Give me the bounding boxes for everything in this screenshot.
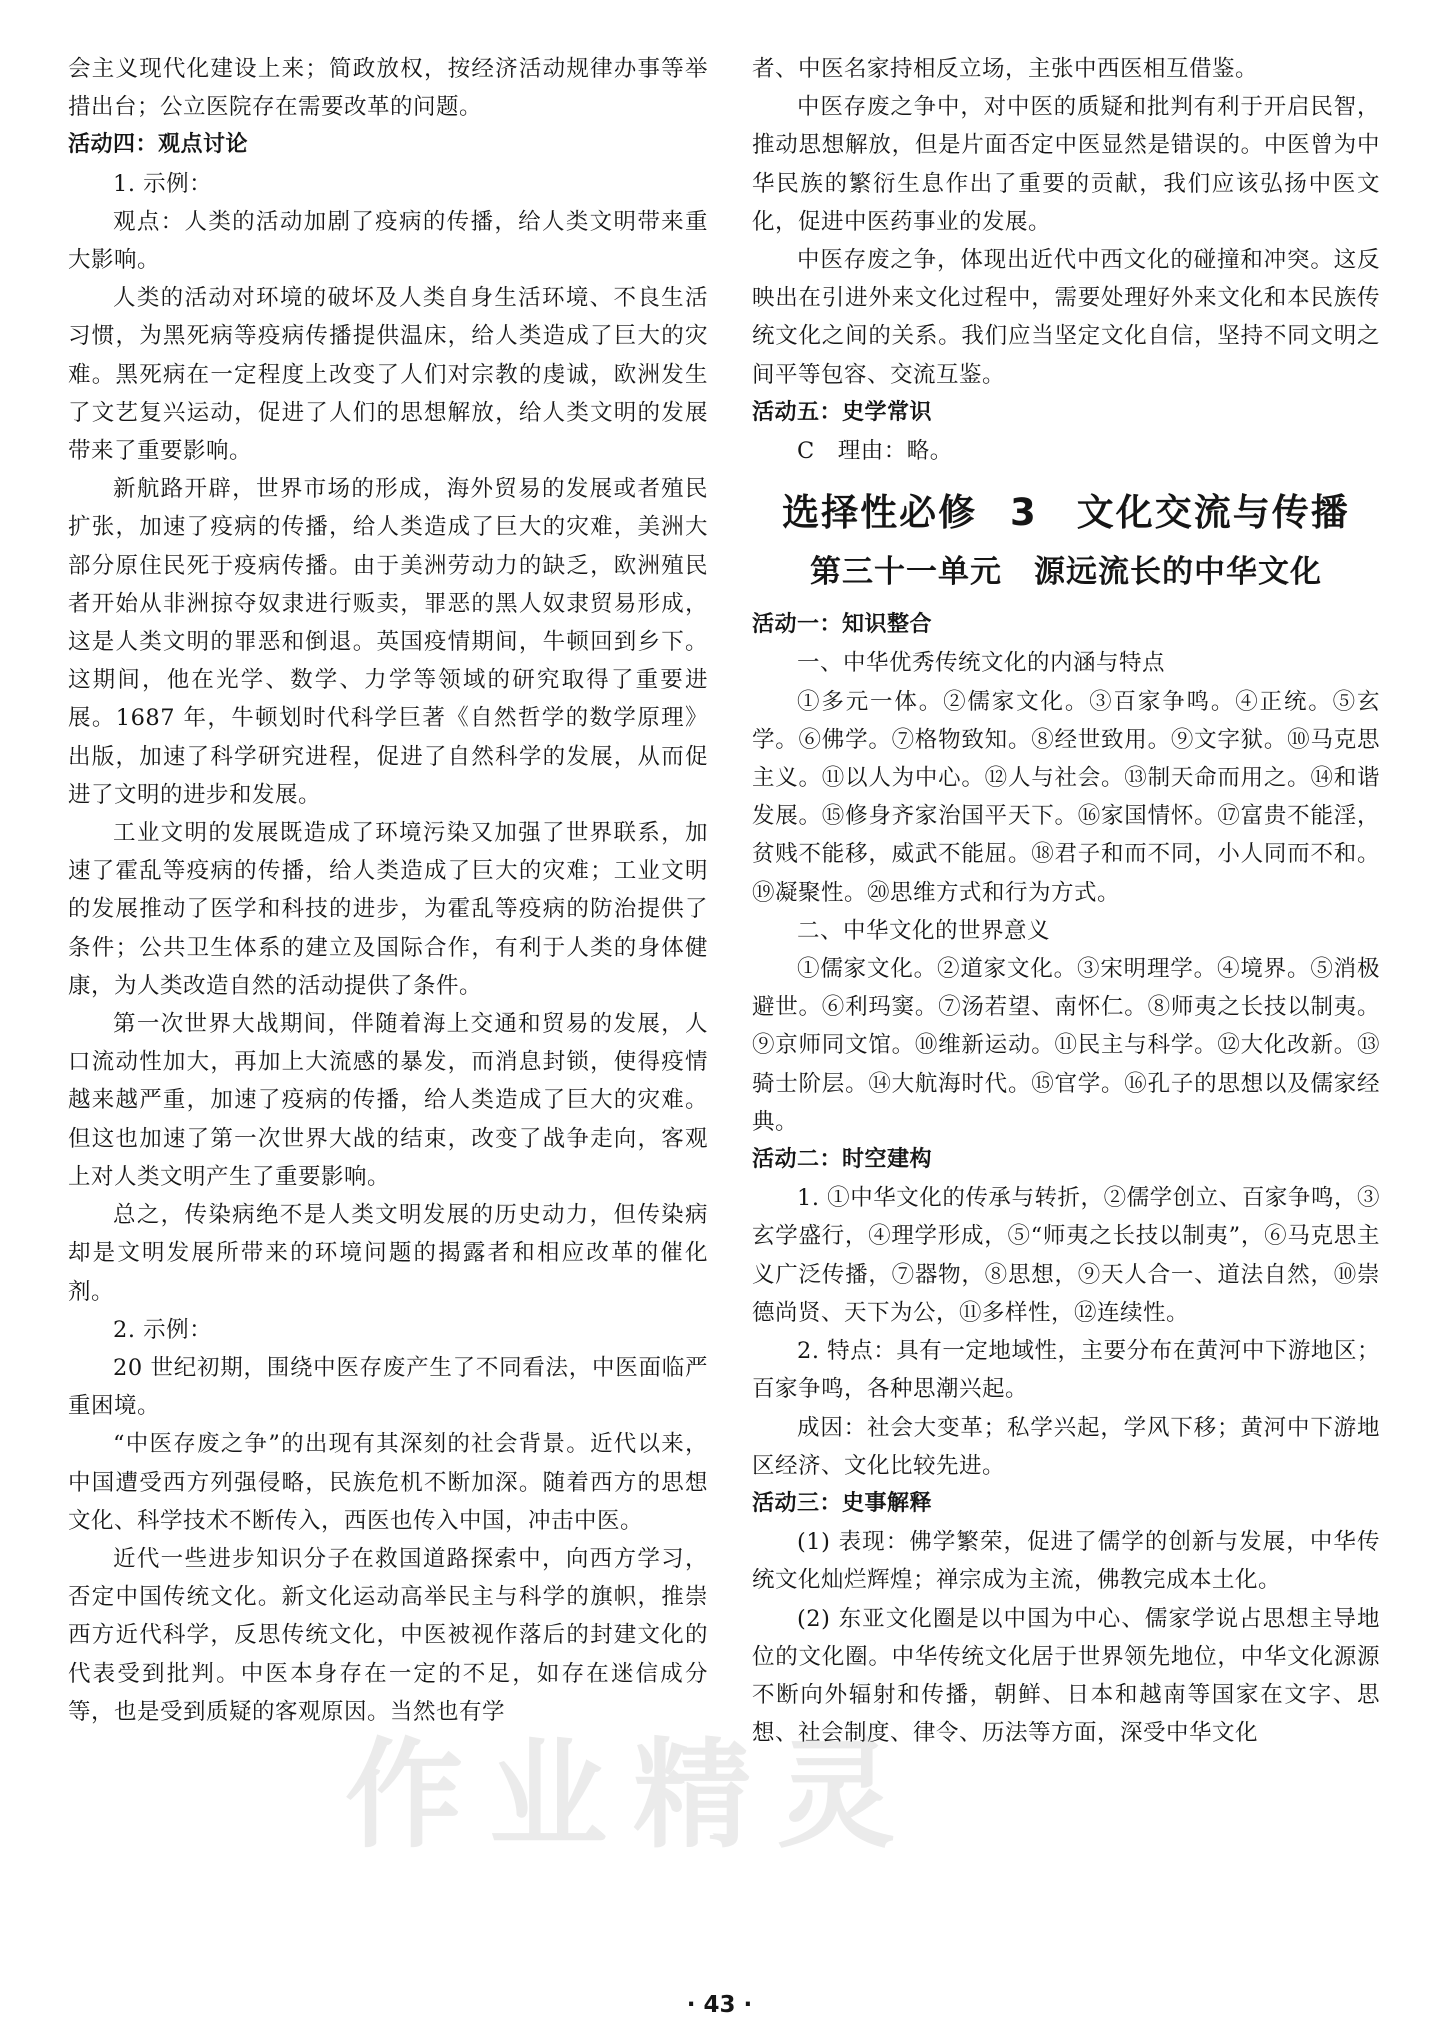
section-title: 一、中华优秀传统文化的内涵与特点 [797,650,1166,677]
paragraph: 2. 特点：具有一定地域性，主要分布在黄河中下游地区；百家争鸣，各种思潮兴起。 [752,1338,1380,1403]
paragraph: 总之，传染病绝不是人类文明发展的历史动力，但传染病却是文明发展所带来的环境问题的揭露者和相应改革的催化剂。 [68,1202,708,1305]
activity-heading-1: 活动一：知识整合 [752,612,933,638]
paragraph: 工业文明的发展既造成了环境污染又加强了世界联系，加速了霍乱等疫病的传播，给人类造成了巨大的灾难；工业文明的发展推动了医学和科技的进步，为霍乱等疫病的防治提供了条件；公共卫生体系的建立及国际合作，有利于人类的身体健康，为人类改造自然的活动提供了条件。 [68,820,708,999]
activity-heading-3: 活动三：史事解释 [752,1490,933,1516]
right-column [752,50,1380,1752]
answer-list: ①多元一体。②儒家文化。③百家争鸣。④正统。⑤玄学。⑥佛学。⑦格物致知。⑧经世致用。⑨文字狱。⑩马克思主义。⑪以人为中心。⑫人与社会。⑬制天命而用之。⑭和谐发展。⑮修身齐家治国平天下。⑯家国情怀。⑰富贵不能淫，贫贱不能移，威武不能屈。⑱君子和而不同，小人同而不和。⑲凝聚性。⑳思维方式和行为方式。 [752,688,1380,906]
answer-list: ①儒家文化。②道家文化。③宋明理学。④境界。⑤消极避世。⑥利玛窦。⑦汤若望、南怀仁。⑧师夷之长技以制夷。⑨京师同文馆。⑩维新运动。⑪民主与科学。⑫大化改新。⑬骑士阶层。⑭大航海时代。⑮官学。⑯孔子的思想以及儒家经典。 [752,956,1380,1135]
answer-line: C 理由：略。 [797,438,953,465]
book-title: 选择性必修 3 文化交流与传播 [782,491,1350,535]
paragraph: “中医存废之争”的出现有其深刻的社会背景。近代以来，中国遭受西方列强侵略，民族危机不断加深。随着西方的思想文化、科学技术不断传入，西医也传入中国，冲击中医。 [68,1431,708,1534]
activity-heading-2: 活动二：时空建构 [752,1147,933,1173]
paragraph: 人类的活动对环境的破坏及人类自身生活环境、不良生活习惯，为黑死病等疫病传播提供温床，给人类造成了巨大的灾难。黑死病在一定程度上改变了人们对宗教的虔诚，欧洲发生了文艺复兴运动，促进了人们的思想解放，给人类文明的发展带来了重要影响。 [68,285,708,465]
watermark: 作业精灵 [345,1726,922,1864]
paragraph: 会主义现代化建设上来；简政放权，按经济活动规律办事等举措出台；公立医院存在需要改革的问题。 [68,56,708,121]
unit-title: 第三十一单元 源远流长的中华文化 [810,554,1322,591]
paragraph: 新航路开辟，世界市场的形成，海外贸易的发展或者殖民扩张，加速了疫病的传播，给人类造成了巨大的灾难，美洲大部分原住民死于疫病传播。由于美洲劳动力的缺乏，欧洲殖民者开始从非洲掠夺奴隶进行贩卖，罪恶的黑人奴隶贸易形成，这是人类文明的罪恶和倒退。英国疫情期间，牛顿回到乡下。这期间，他在光学、数学、力学等领域的研究取得了重要进展。1687 年，牛顿划时代科学巨著《自然哲学的数学原理》出版，加速了科学研究进程，促进了自然科学的发展，从而促进了文明的进步和发展。 [68,476,708,808]
activity-heading-5: 活动五：史学常识 [752,399,933,425]
paragraph: (1) 表现：佛学繁荣，促进了儒学的创新与发展，中华传统文化灿烂辉煌；禅宗成为主流，佛教完成本土化。 [752,1529,1380,1594]
activity-heading-4: 活动四：观点讨论 [68,132,249,158]
left-column [68,50,708,1731]
paragraph: 20 世纪初期，围绕中医存废产生了不同看法，中医面临严重困境。 [68,1354,708,1420]
section-title: 二、中华文化的世界意义 [797,917,1051,944]
paragraph: 1. ①中华文化的传承与转折，②儒学创立、百家争鸣，③玄学盛行，④理学形成，⑤“师夷之长技以制夷”，⑥马克思主义广泛传播，⑦器物，⑧思想，⑨天人合一、道法自然，⑩崇德尚贤、天下为公，⑪多样性，⑫连续性。 [752,1185,1380,1326]
paragraph: 中医存废之争中，对中医的质疑和批判有利于开启民智，推动思想解放，但是片面否定中医显然是错误的。中医曾为中华民族的繁衍生息作出了重要的贡献，我们应该弘扬中医文化，促进中医药事业的发展。 [752,94,1380,235]
paragraph: 观点：人类的活动加剧了疫病的传播，给人类文明带来重大影响。 [68,208,708,274]
paragraph: 者、中医名家持相反立场，主张中西医相互借鉴。 [752,56,1259,82]
example-label-1: 1. 示例： [113,170,213,197]
paragraph: 第一次世界大战期间，伴随着海上交通和贸易的发展，人口流动性加大，再加上大流感的暴发，而消息封锁，使得疫情越来越严重，加速了疫病的传播，给人类造成了巨大的灾难。但这也加速了第一次世界大战的结束，改变了战争走向，客观上对人类文明产生了重要影响。 [68,1011,708,1190]
page-number: · 43 · [686,1992,753,2018]
paragraph: (2) 东亚文化圈是以中国为中心、儒家学说占思想主导地位的文化圈。中华传统文化居于世界领先地位，中华文化源源不断向外辐射和传播，朝鲜、日本和越南等国家在文字、思想、社会制度、律令、历法等方面，深受中华文化 [752,1605,1380,1747]
paragraph: 近代一些进步知识分子在救国道路探索中，向西方学习，否定中国传统文化。新文化运动高举民主与科学的旗帜，推崇西方近代科学，反思传统文化，中医被视作落后的封建文化的代表受到批判。中医本身存在一定的不足，如存在迷信成分等，也是受到质疑的客观原因。当然也有学 [68,1545,708,1725]
paragraph: 成因：社会大变革；私学兴起，学风下移；黄河中下游地区经济、文化比较先进。 [752,1414,1380,1479]
example-label-2: 2. 示例： [113,1316,213,1343]
paragraph: 中医存废之争，体现出近代中西文化的碰撞和冲突。这反映出在引进外来文化过程中，需要处理好外来文化和本民族传统文化之间的关系。我们应当坚定文化自信，坚持不同文明之间平等包容、交流互鉴。 [752,247,1380,388]
